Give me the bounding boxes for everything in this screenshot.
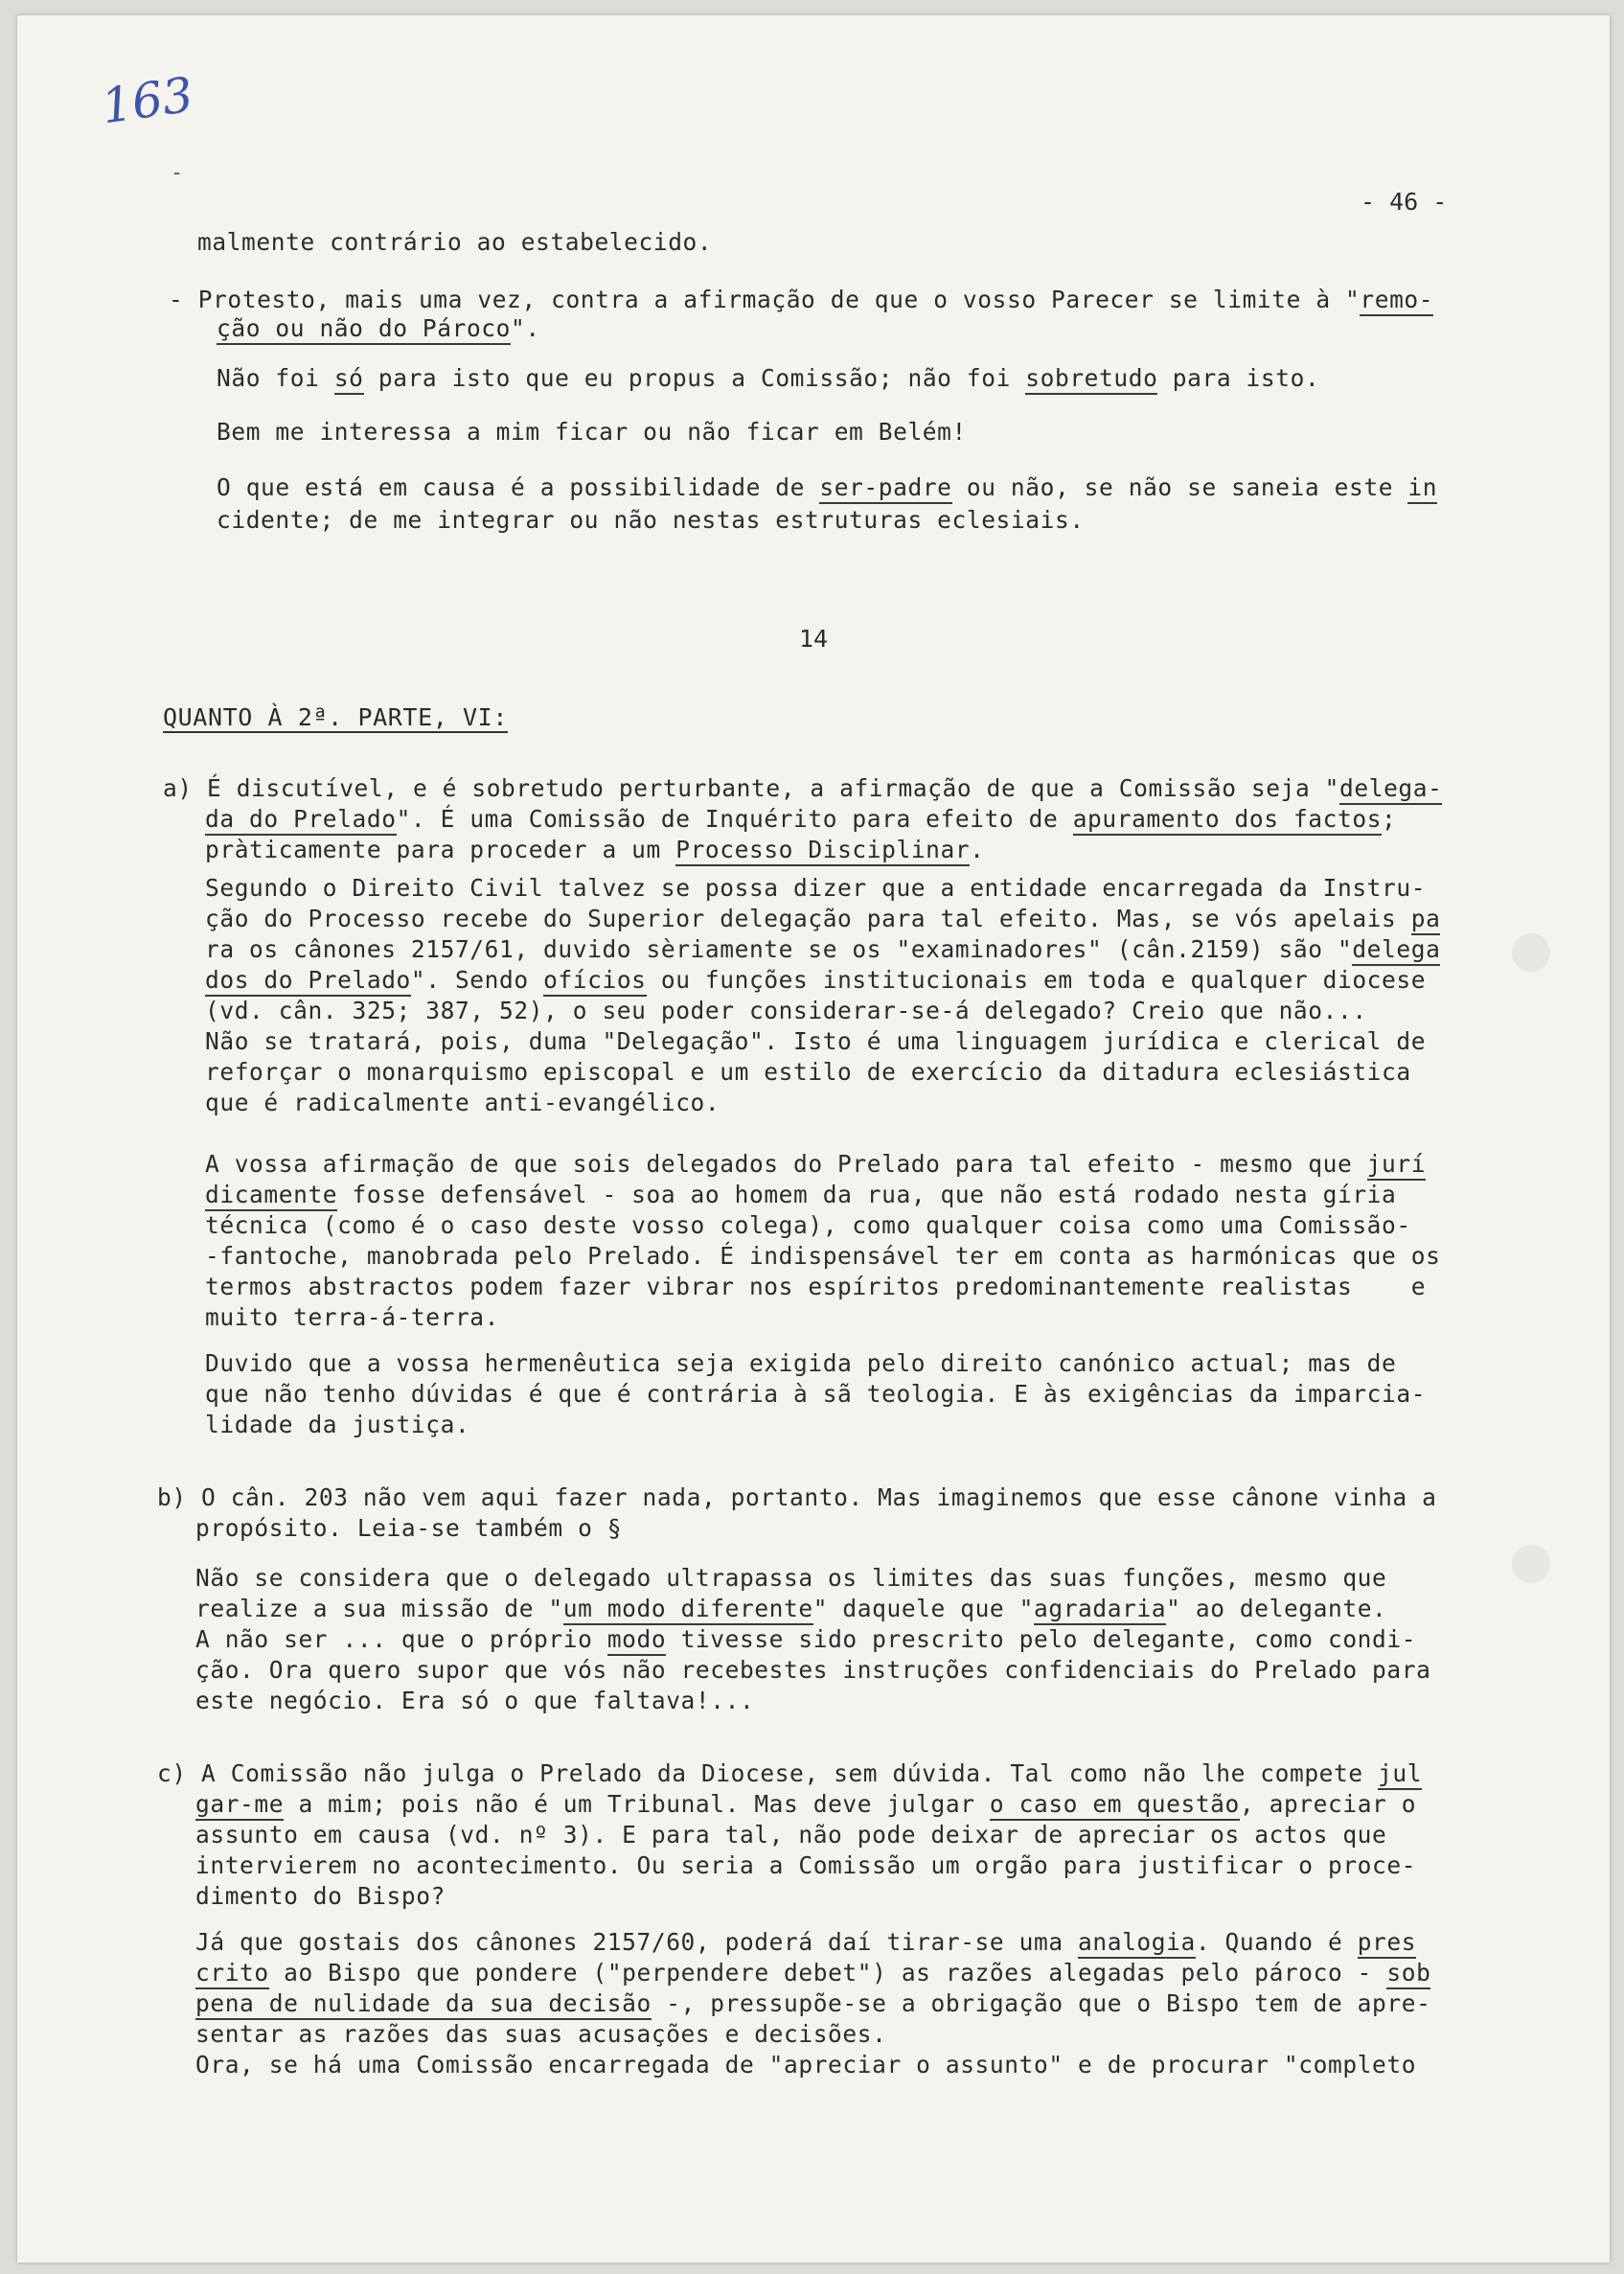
- text-line: realize a sua missão de "um modo diferente" daquele que "agradaria" ao delegante.: [195, 1595, 1386, 1623]
- text-line: técnica (como é o caso deste vosso colega), como qualquer coisa como uma Comissão-: [205, 1211, 1411, 1239]
- text-line: dos do Prelado". Sendo ofícios ou funções institucionais em toda e qualquer diocese: [205, 966, 1426, 995]
- stray-mark: -: [171, 161, 184, 185]
- text-line: malmente contrário ao estabelecido.: [197, 228, 713, 256]
- text-line: gar-me a mim; pois não é um Tribunal. Mas deve julgar o caso em questão, apreciar o: [195, 1790, 1416, 1819]
- text-line: pena de nulidade da sua decisão -, pressupõe-se a obrigação que o Bispo tem de apre-: [195, 1989, 1430, 2018]
- text-line: dicamente fosse defensável - soa ao homem da rua, que não está rodado nesta gíria: [205, 1181, 1396, 1209]
- text-line: sentar as razões das suas acusações e decisões.: [195, 2020, 887, 2048]
- text-line: pràticamente para proceder a um Processo Disciplinar.: [205, 836, 985, 864]
- document-page: [17, 15, 1610, 2263]
- text-line: A não ser ... que o próprio modo tivesse sido prescrito pelo delegante, como condi-: [195, 1625, 1416, 1654]
- text-line: intervierem no acontecimento. Ou seria a Comissão um orgão para justificar o proce-: [195, 1851, 1417, 1879]
- text-line: ra os cânones 2157/61, duvido sèriamente se os "examinadores" (cân.2159) são "delega: [205, 935, 1440, 964]
- section-number: 14: [799, 625, 829, 653]
- text-line: c) A Comissão não julga o Prelado da Diocese, sem dúvida. Tal como não lhe compete jul: [157, 1759, 1422, 1788]
- punch-hole-bottom: [1512, 1545, 1550, 1583]
- text-line: este negócio. Era só o que faltava!...: [195, 1687, 755, 1714]
- text-line: termos abstractos podem fazer vibrar nos espíritos predominantemente realistas e: [205, 1273, 1427, 1300]
- text-line: Duvido que a vossa hermenêutica seja exigida pelo direito canónico actual; mas de: [205, 1349, 1397, 1377]
- text-line: da do Prelado". É uma Comissão de Inquérito para efeito de apuramento dos factos;: [205, 805, 1396, 834]
- text-line: Não foi só para isto que eu propus a Comissão; não foi sobretudo para isto.: [217, 364, 1319, 393]
- text-line: muito terra-á-terra.: [205, 1303, 500, 1331]
- text-line: Bem me interessa a mim ficar ou não ficar em Belém!: [217, 418, 967, 446]
- text-line: dimento do Bispo?: [195, 1882, 446, 1910]
- text-line: lidade da justiça.: [205, 1411, 470, 1438]
- text-line: propósito. Leia-se também o §: [195, 1514, 623, 1542]
- text-line: Não se considera que o delegado ultrapassa os limites das suas funções, mesmo que: [195, 1564, 1387, 1592]
- text-line: Não se tratará, pois, duma "Delegação". Isto é uma linguagem jurídica e clerical de: [205, 1027, 1427, 1055]
- text-line: assunto em causa (vd. nº 3). E para tal, não pode deixar de apreciar os actos que: [195, 1821, 1387, 1849]
- section-heading: QUANTO À 2ª. PARTE, VI:: [163, 703, 508, 731]
- text-line: A vossa afirmação de que sois delegados do Prelado para tal efeito - mesmo que jurí: [205, 1150, 1426, 1179]
- text-line: a) É discutível, e é sobretudo perturbante, a afirmação de que a Comissão seja "delega-: [163, 774, 1442, 803]
- text-line: cidente; de me integrar ou não nestas estruturas eclesiais.: [217, 506, 1085, 534]
- text-line: b) O cân. 203 não vem aqui fazer nada, portanto. Mas imaginemos que esse cânone vinha a: [157, 1483, 1437, 1511]
- text-line: ção. Ora quero supor que vós não recebestes instruções confidenciais do Prelado para: [195, 1656, 1431, 1684]
- text-line: ção do Processo recebe do Superior delegação para tal efeito. Mas, se vós apelais pa: [205, 905, 1440, 933]
- text-line: -fantoche, manobrada pelo Prelado. É indispensável ter em conta as harmónicas que os: [205, 1242, 1441, 1270]
- page-number: - 46 -: [1361, 188, 1448, 216]
- text-line: O que está em causa é a possibilidade de ser-padre ou não, se não se saneia este in: [217, 473, 1437, 502]
- text-line: Já que gostais dos cânones 2157/60, poderá daí tirar-se uma analogia. Quando é pres: [195, 1928, 1416, 1957]
- text-line: - Protesto, mais uma vez, contra a afirmação de que o vosso Parecer se limite à "remo-: [169, 286, 1433, 314]
- text-line: Segundo o Direito Civil talvez se possa dizer que a entidade encarregada da Instru-: [205, 874, 1427, 902]
- text-line: que é radicalmente anti-evangélico.: [205, 1089, 721, 1116]
- text-line: que não tenho dúvidas é que é contrária à sã teologia. E às exigências da imparcia-: [205, 1380, 1427, 1408]
- punch-hole-top: [1512, 933, 1550, 972]
- text-line: (vd. cân. 325; 387, 52), o seu poder considerar-se-á delegado? Creio que não...: [205, 997, 1367, 1024]
- text-line: Ora, se há uma Comissão encarregada de "apreciar o assunto" e de procurar "completo: [195, 2051, 1417, 2079]
- handwritten-page-number: 163: [98, 66, 197, 135]
- text-line: reforçar o monarquismo episcopal e um estilo de exercício da ditadura eclesiástica: [205, 1058, 1411, 1086]
- text-line: crito ao Bispo que pondere ("perpendere debet") as razões alegadas pelo pároco - sob: [195, 1959, 1430, 1987]
- text-line: ção ou não do Pároco".: [217, 314, 540, 343]
